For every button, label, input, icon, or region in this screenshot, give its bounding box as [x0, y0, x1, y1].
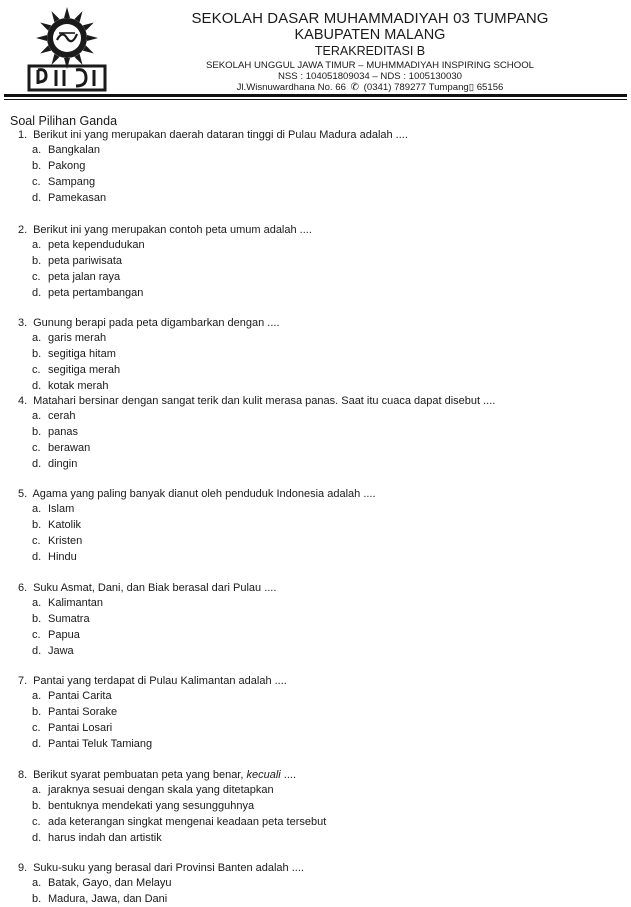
option-letter: c.	[32, 629, 41, 641]
option-letter: b.	[32, 800, 42, 812]
question-number: 2.	[18, 224, 28, 236]
option-b[interactable]	[32, 612, 90, 626]
option-text: Sumatra	[48, 613, 90, 625]
option-letter: a.	[32, 690, 42, 702]
option-letter: b.	[32, 706, 42, 718]
option-c[interactable]	[32, 270, 120, 284]
option-b[interactable]	[32, 254, 122, 268]
question-stem	[18, 316, 280, 330]
option-letter: b.	[32, 255, 42, 267]
option-d[interactable]	[32, 286, 143, 300]
option-text: Pantai Losari	[48, 722, 113, 734]
option-text: peta jalan raya	[48, 271, 121, 283]
option-letter: a.	[32, 597, 42, 609]
question-stem	[18, 674, 287, 688]
option-letter: d.	[32, 287, 42, 299]
option-letter: c.	[32, 442, 41, 454]
option-b[interactable]	[32, 425, 78, 439]
question-text: Agama yang paling banyak dianut oleh penduduk Indonesia adalah ....	[32, 488, 376, 500]
option-text: harus indah dan artistik	[48, 832, 162, 844]
header-divider-thin	[4, 99, 627, 100]
option-text: Kalimantan	[48, 597, 104, 609]
question-text: Suku Asmat, Dani, dan Biak berasal dari Pulau ....	[33, 582, 277, 594]
question-text: Berikut ini yang merupakan daerah dataran tinggi di Pulau Madura adalah ....	[33, 129, 408, 141]
question-number: 5.	[18, 488, 28, 500]
option-text: Jawa	[48, 645, 74, 657]
option-b[interactable]	[32, 892, 167, 906]
option-b[interactable]	[32, 799, 254, 813]
question-stem	[18, 487, 376, 501]
option-text: berawan	[48, 442, 91, 454]
question-text: Matahari bersinar dengan sangat terik dan kulit merasa panas. Saat itu cuaca dapat disebut ....	[33, 395, 496, 407]
option-letter: a.	[32, 503, 42, 515]
letterhead-text	[120, 10, 620, 94]
option-letter: b.	[32, 348, 42, 360]
question-emphasis: kecuali	[246, 769, 281, 781]
option-letter: b.	[32, 893, 42, 905]
option-a[interactable]	[32, 331, 106, 345]
option-letter: a.	[32, 144, 42, 156]
option-letter: d.	[32, 458, 42, 470]
address-street: Jl.Wisnuwardhana No. 66	[236, 82, 346, 93]
option-letter: a.	[32, 877, 42, 889]
option-letter: d.	[32, 832, 42, 844]
option-letter: b.	[32, 613, 42, 625]
question-text: Berikut syarat pembuatan peta yang benar,	[33, 769, 247, 781]
option-c[interactable]	[32, 815, 326, 829]
question-stem	[18, 128, 408, 142]
option-text: kotak merah	[48, 380, 109, 392]
option-letter: c.	[32, 816, 41, 828]
option-c[interactable]	[32, 628, 80, 642]
option-c[interactable]	[32, 363, 120, 377]
option-a[interactable]	[32, 409, 76, 423]
option-letter: b.	[32, 426, 42, 438]
option-letter: c.	[32, 535, 41, 547]
question-stem	[18, 223, 312, 237]
option-letter: d.	[32, 738, 42, 750]
question-number: 9.	[18, 862, 28, 874]
option-text: Batak, Gayo, dan Melayu	[48, 877, 172, 889]
question-text: Gunung berapi pada peta digambarkan dengan ....	[33, 317, 280, 329]
option-text: Bangkalan	[48, 144, 100, 156]
option-letter: d.	[32, 645, 42, 657]
question-number: 6.	[18, 582, 28, 594]
muhammadiyah-logo-icon	[26, 6, 108, 92]
option-letter: d.	[32, 192, 42, 204]
option-text: Pamekasan	[48, 192, 107, 204]
option-d[interactable]	[32, 737, 152, 751]
option-text: Kristen	[48, 535, 83, 547]
address-phone: (0341) 789277 Tumpang▯ 65156	[363, 82, 504, 93]
question-number: 8.	[18, 769, 28, 781]
option-text: Sampang	[48, 176, 96, 188]
option-a[interactable]	[32, 689, 112, 703]
school-tagline: SEKOLAH UNGGUL JAWA TIMUR – MUHMMADIYAH INSPIRING SCHOOL	[205, 60, 534, 71]
option-text: ada keterangan singkat mengenai keadaan peta tersebut	[48, 816, 327, 828]
option-text: panas	[48, 426, 78, 438]
option-d[interactable]	[32, 379, 109, 393]
phone-icon: ✆	[350, 82, 359, 93]
option-a[interactable]	[32, 876, 172, 890]
option-a[interactable]	[32, 238, 145, 252]
option-text: Madura, Jawa, dan Dani	[48, 893, 168, 905]
option-text: Hindu	[48, 551, 77, 563]
option-text: dingin	[48, 458, 78, 470]
option-letter: b.	[32, 519, 42, 531]
question-stem	[18, 394, 495, 408]
question-number: 1.	[18, 129, 28, 141]
option-a[interactable]	[32, 783, 274, 797]
option-text: Pantai Carita	[48, 690, 112, 702]
option-b[interactable]	[32, 518, 81, 532]
option-text: Pantai Sorake	[48, 706, 118, 718]
option-letter: c.	[32, 271, 41, 283]
accreditation: TERAKREDITASI B	[314, 44, 426, 58]
option-c[interactable]	[32, 441, 90, 455]
option-b[interactable]	[32, 347, 116, 361]
letterhead	[0, 0, 631, 100]
option-a[interactable]	[32, 502, 74, 516]
school-ids: NSS : 104051809034 – NDS : 1005130030	[277, 71, 463, 82]
option-c[interactable]	[32, 721, 112, 735]
option-text: bentuknya mendekati yang sesungguhnya	[48, 800, 255, 812]
option-text: jaraknya sesuai dengan skala yang ditetapkan	[48, 784, 274, 796]
option-text: peta pertambangan	[48, 287, 144, 299]
option-d[interactable]	[32, 191, 106, 205]
option-c[interactable]	[32, 175, 95, 189]
option-d[interactable]	[32, 457, 77, 471]
option-text: segitiga merah	[48, 364, 121, 376]
option-letter: a.	[32, 410, 42, 422]
option-letter: c.	[32, 364, 41, 376]
option-letter: d.	[32, 380, 42, 392]
option-text: Katolik	[48, 519, 82, 531]
option-text: peta kependudukan	[48, 239, 145, 251]
question-text: Berikut ini yang merupakan contoh peta umum adalah ....	[33, 224, 312, 236]
question-stem	[18, 581, 276, 595]
header-divider-thick	[4, 94, 627, 97]
option-letter: c.	[32, 722, 41, 734]
option-text: peta pariwisata	[48, 255, 122, 267]
option-text: Pakong	[48, 160, 86, 172]
section-title: Soal Pilihan Ganda	[10, 114, 118, 128]
option-letter: c.	[32, 176, 41, 188]
question-text: Pantai yang terdapat di Pulau Kalimantan adalah ....	[33, 675, 287, 687]
school-name: SEKOLAH DASAR MUHAMMADIYAH 03 TUMPANG	[191, 10, 549, 27]
option-letter: b.	[32, 160, 42, 172]
question-number: 4.	[18, 395, 28, 407]
question-number: 7.	[18, 675, 28, 687]
option-b[interactable]	[32, 159, 85, 173]
option-text: Pantai Teluk Tamiang	[48, 738, 153, 750]
school-address	[120, 82, 620, 94]
question-number: 3.	[18, 317, 28, 329]
option-text: segitiga hitam	[48, 348, 116, 360]
option-text: garis merah	[48, 332, 107, 344]
option-d[interactable]	[32, 831, 162, 845]
option-text: Papua	[48, 629, 80, 641]
option-d[interactable]	[32, 644, 74, 658]
option-text: Islam	[48, 503, 75, 515]
option-c[interactable]	[32, 534, 82, 548]
option-letter: a.	[32, 332, 42, 344]
question-stem	[18, 768, 296, 782]
option-a[interactable]	[32, 143, 100, 157]
option-letter: a.	[32, 239, 42, 251]
option-letter: d.	[32, 551, 42, 563]
regency-name: KABUPATEN MALANG	[294, 27, 446, 43]
option-d[interactable]	[32, 550, 77, 564]
question-text: Suku-suku yang berasal dari Provinsi Banten adalah ....	[33, 862, 304, 874]
question-stem	[18, 861, 304, 875]
option-a[interactable]	[32, 596, 103, 610]
question-text-end: ....	[280, 769, 297, 781]
option-letter: a.	[32, 784, 42, 796]
option-text: cerah	[48, 410, 76, 422]
option-b[interactable]	[32, 705, 117, 719]
